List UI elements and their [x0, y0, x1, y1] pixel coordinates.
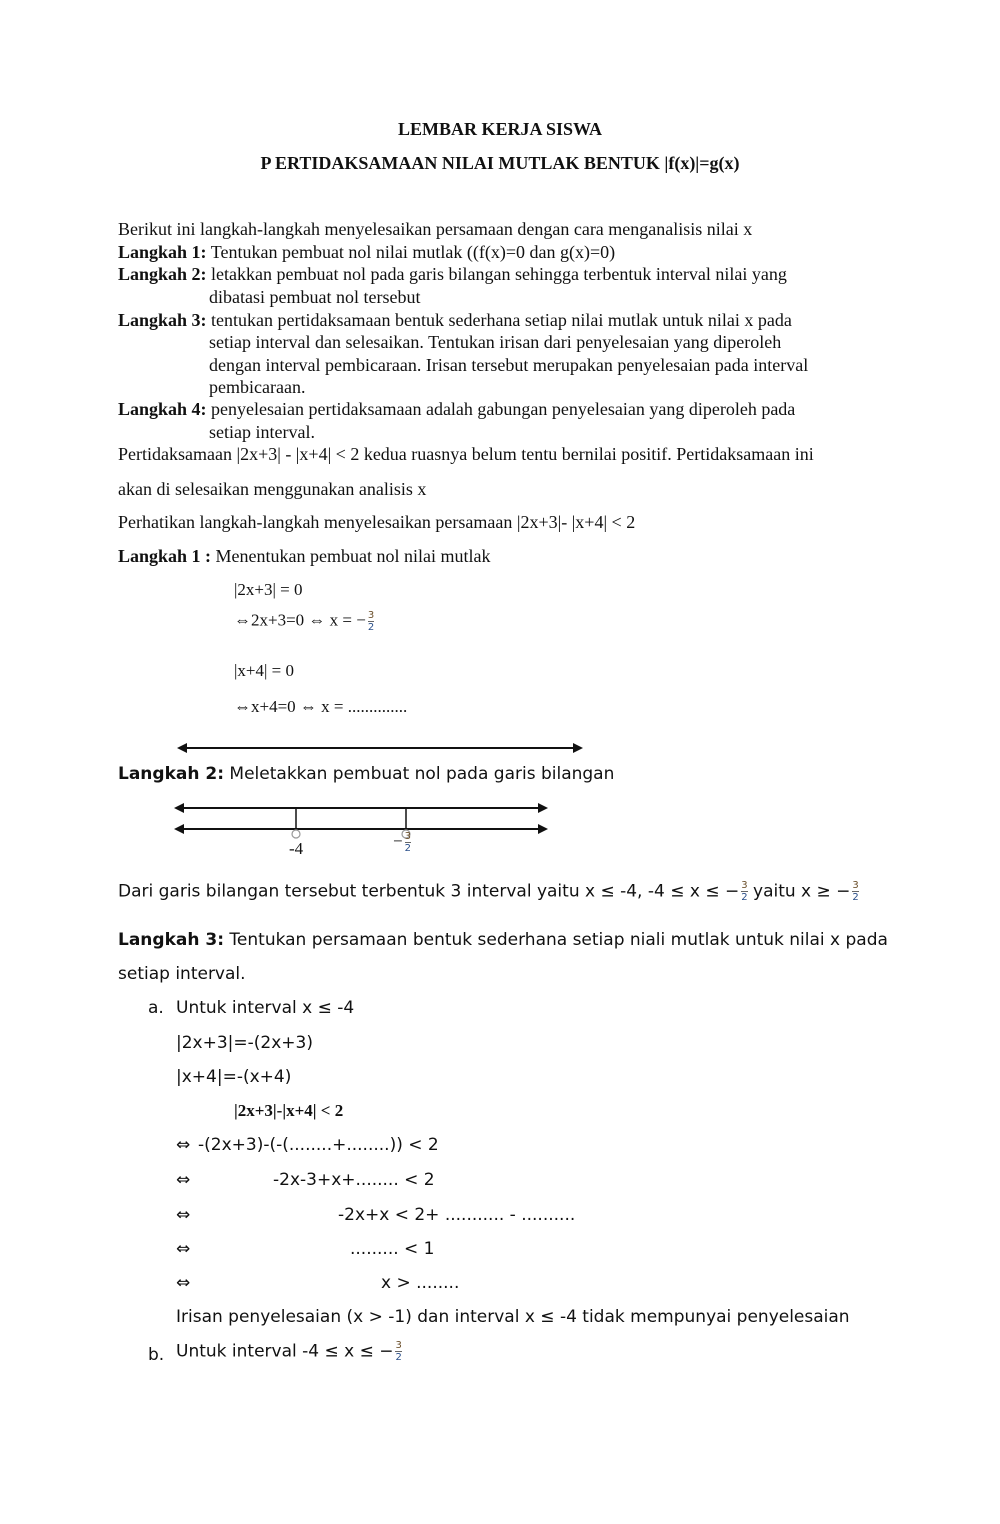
fraction-denominator: 2: [852, 892, 859, 903]
para2: Perhatikan langkah-langkah menyelesaikan persamaan |2x+3|- |x+4| < 2: [118, 512, 636, 532]
part-a-step-1-expression: -(2x+3)-(-(........+........)) < 2: [198, 1135, 439, 1155]
langkah3-cont: setiap interval.: [118, 964, 246, 984]
fraction-numerator: 3: [852, 880, 859, 891]
number-line-top-left-arrow: [174, 803, 184, 813]
intervals-mid: yaitu x ≥ −: [747, 881, 851, 902]
step-4-cont: setiap interval.: [209, 422, 315, 442]
fraction-numerator: 3: [395, 1340, 402, 1351]
blank-number-line-left-arrow: [177, 743, 187, 753]
step-3-cont-3: pembicaraan.: [209, 377, 306, 397]
equation-3: |x+4| = 0: [234, 661, 294, 680]
langkah1-heading: [118, 546, 491, 567]
number-line-label-minus-three-halves: [393, 831, 411, 854]
part-b-title: [176, 1340, 402, 1363]
blank-number-line-right-arrow: [573, 743, 583, 753]
step-1-label: Langkah 1:: [118, 242, 207, 262]
fraction-numerator: 3: [741, 880, 748, 891]
step-2-cont: dibatasi pembuat nol tersebut: [209, 287, 421, 307]
part-a-step-4-symbol: ⇔: [176, 1239, 191, 1259]
part-b-title-text: Untuk interval -4 ≤ x ≤ −: [176, 1341, 394, 1362]
fraction-denominator: 2: [395, 1352, 402, 1363]
number-line-diagram: [172, 798, 550, 842]
number-line-bottom-right-arrow: [538, 824, 548, 834]
step-3-text: tentukan pertidaksamaan bentuk sederhana setiap nilai mutlak untuk nilai x pada: [211, 310, 792, 330]
title-line-1: LEMBAR KERJA SISWA: [397, 119, 603, 139]
part-a-step-2-symbol: ⇔: [176, 1170, 191, 1190]
step-2: [118, 264, 787, 285]
langkah3-heading: [118, 930, 888, 950]
part-a-step-1-symbol: ⇔: [176, 1135, 191, 1155]
langkah3-text: Tentukan persamaan bentuk sederhana setiap niali mutlak untuk nilai x pada: [229, 930, 888, 950]
number-line-bottom-left-arrow: [174, 824, 184, 834]
step-3: [118, 310, 792, 331]
step-4-label: Langkah 4:: [118, 399, 207, 419]
point-minus-four: [292, 830, 300, 838]
part-a-step-3-expression: -2x+x < 2+ ........... - ..........: [338, 1205, 576, 1225]
step-2-text: letakkan pembuat nol pada garis bilangan sehingga terbentuk interval nilai yang: [211, 264, 787, 284]
part-a-marker: a.: [148, 998, 164, 1018]
title-line-2: P ERTIDAKSAMAAN NILAI MUTLAK BENTUK |f(x)|=g(x): [260, 153, 740, 173]
part-a-step-5-symbol: ⇔: [176, 1273, 191, 1293]
intervals-sentence: [118, 880, 859, 903]
step-4: [118, 399, 795, 420]
langkah2-label: Langkah 2:: [118, 764, 225, 784]
fraction-three-halves: [395, 1340, 401, 1363]
langkah1-label: Langkah 1 :: [118, 546, 212, 566]
equation-2: [234, 610, 374, 633]
number-line-label-minus-four: -4: [289, 839, 304, 858]
langkah3-label: Langkah 3:: [118, 930, 225, 950]
part-a-line-2: |x+4|=-(x+4): [176, 1067, 292, 1087]
intervals-prefix: Dari garis bilangan tersebut terbentuk 3 interval yaitu x ≤ -4, -4 ≤ x ≤ −: [118, 881, 740, 902]
langkah2-heading: [118, 764, 614, 784]
blank-number-line: [175, 739, 585, 757]
number-line-label-minus-sign: −: [393, 831, 403, 851]
part-a-conclusion: Irisan penyelesaian (x > -1) dan interval x ≤ -4 tidak mempunyai penyelesaian: [176, 1307, 850, 1327]
step-2-label: Langkah 2:: [118, 264, 207, 284]
number-line-top-right-arrow: [538, 803, 548, 813]
fraction-three-halves: [368, 610, 374, 633]
langkah1-text: Menentukan pembuat nol nilai mutlak: [215, 546, 491, 566]
fraction-three-halves: [405, 831, 411, 854]
fraction-numerator: 3: [367, 610, 375, 621]
part-a-step-4-expression: ......... < 1: [350, 1239, 435, 1259]
equation-1: |2x+3| = 0: [234, 580, 303, 599]
part-b-marker: b.: [148, 1345, 165, 1365]
part-a-title: Untuk interval x ≤ -4: [176, 998, 355, 1018]
part-a-inequality: |2x+3|-|x+4| < 2: [234, 1101, 344, 1120]
fraction-denominator: 2: [404, 843, 411, 854]
part-a-step-5-expression: x > ........: [381, 1273, 460, 1293]
step-3-cont-1: setiap interval dan selesaikan. Tentukan irisan dari penyelesaian yang diperoleh: [209, 332, 782, 352]
fraction-denominator: 2: [367, 622, 375, 633]
fraction-numerator: 3: [404, 831, 411, 842]
equation-2-text: ⇔2x+3=0 ⇔ x = −: [234, 610, 366, 630]
step-3-label: Langkah 3:: [118, 310, 207, 330]
langkah2-text: Meletakkan pembuat nol pada garis bilangan: [229, 764, 615, 784]
step-4-text: penyelesaian pertidaksamaan adalah gabungan penyelesaian yang diperoleh pada: [211, 399, 796, 419]
step-1-text: Tentukan pembuat nol nilai mutlak ((f(x)=0 dan g(x)=0): [210, 242, 616, 262]
para1-line2: akan di selesaikan menggunakan analisis x: [118, 479, 427, 499]
fraction-three-halves: [852, 880, 858, 903]
fraction-denominator: 2: [741, 892, 748, 903]
part-a-step-3-symbol: ⇔: [176, 1205, 191, 1225]
equation-4: ⇔x+4=0 ⇔ x = ..............: [234, 697, 408, 716]
step-3-cont-2: dengan interval pembicaraan. Irisan tersebut merupakan penyelesaian pada interval: [209, 355, 809, 375]
intro-text: Berikut ini langkah-langkah menyelesaikan persamaan dengan cara menganalisis nilai x: [118, 219, 753, 239]
para1-line1: Pertidaksamaan |2x+3| - |x+4| < 2 kedua ruasnya belum tentu bernilai positif. Pertidaksamaan ini: [118, 444, 814, 464]
step-1: [118, 242, 615, 263]
part-a-line-1: |2x+3|=-(2x+3): [176, 1033, 313, 1053]
part-a-step-2-expression: -2x-3+x+........ < 2: [273, 1170, 435, 1190]
